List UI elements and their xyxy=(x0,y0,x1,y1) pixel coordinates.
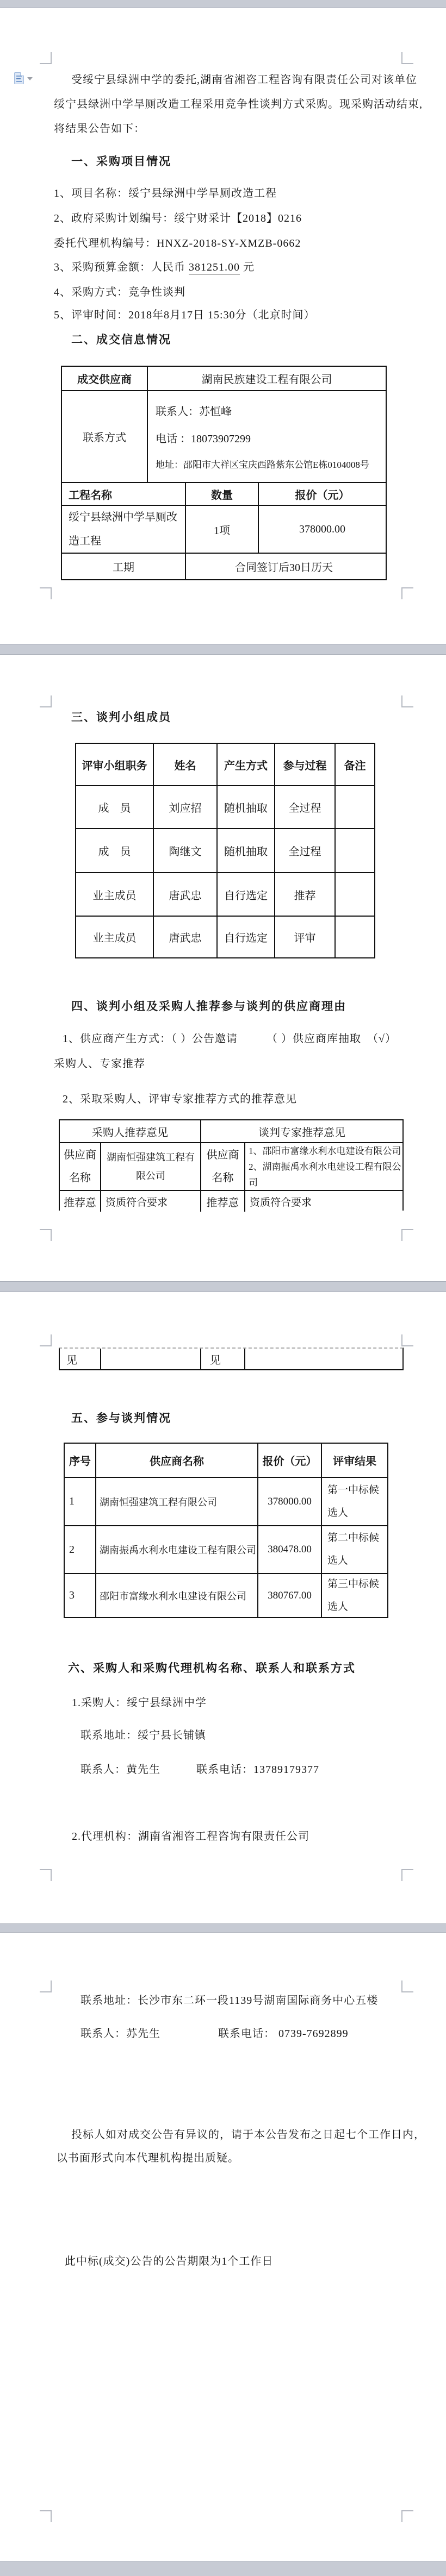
participation-table xyxy=(64,1443,388,1618)
duration-label-cell: 工期 xyxy=(113,562,134,574)
objection-notice-line1: 投标人如对成交公告有异议的，请于本公告发布之日起七个工作日内， xyxy=(71,2129,425,2141)
seq-cell: 3 xyxy=(69,1589,75,1601)
empty-cell xyxy=(244,1349,402,1369)
col-price: 报价（元） xyxy=(257,1444,321,1477)
table-row xyxy=(60,1190,402,1212)
agency-address: 联系地址：长沙市东二环一段1139号湖南国际商务中心五楼 xyxy=(80,1995,379,2007)
margin-mark-p1-bottom-right xyxy=(401,587,413,599)
team-col-name: 姓名 xyxy=(153,744,216,785)
opinion-label-right: 推荐意 xyxy=(200,1191,244,1212)
margin-mark-p4-bottom-left xyxy=(40,2510,52,2522)
margin-mark-p4-bottom-right xyxy=(401,2510,413,2522)
price-cell: 380767.00 xyxy=(257,1574,321,1617)
margin-mark-p2-bottom-right xyxy=(401,1229,413,1241)
agency-contact: 联系人：苏先生 xyxy=(80,2028,160,2040)
col-supplier: 供应商名称 xyxy=(95,1444,257,1477)
expert-supplier-2: 2、湖南振禹水利水电建设工程有限公司 xyxy=(249,1162,401,1188)
budget-prefix: 3、采购预算金额：人民币 xyxy=(54,261,189,273)
announcement-period: 此中标(成交)公告的公告期限为1个工作日 xyxy=(65,2255,274,2267)
section1-heading: 一、采购项目情况 xyxy=(71,155,171,168)
result-cell: 第三中标候选人 xyxy=(321,1574,387,1617)
member-method: 随机抽取 xyxy=(216,829,274,872)
member-method: 自行选定 xyxy=(216,917,274,957)
table-row xyxy=(76,872,374,916)
expert-opinion-header: 谈判专家推荐意见 xyxy=(200,1120,402,1142)
seq-cell: 1 xyxy=(69,1495,75,1507)
contact-phone: 电话 ：18073907299 xyxy=(156,433,251,445)
supplier-label-left: 供应商名称 xyxy=(64,1149,96,1184)
supplier-cell: 湖南振禹水利水电建设工程有限公司 xyxy=(95,1526,257,1573)
price-cell: 378000.00 xyxy=(257,1478,321,1525)
paste-options-dropdown-arrow-icon[interactable] xyxy=(27,77,33,80)
table-row xyxy=(62,553,386,579)
qty-cell: 1项 xyxy=(185,506,258,553)
page-separator-3 xyxy=(0,1923,446,1933)
project-col-header: 工程名称 xyxy=(69,489,112,502)
supplier-source-line1: 1、供应商产生方式：（ ）公告邀请 （ ）供应商库抽取 （√） xyxy=(63,1033,397,1045)
margin-mark-p2-top-right xyxy=(401,695,413,707)
table-row xyxy=(65,1444,387,1477)
intro-line-1: 受绥宁县绿洲中学的委托,湖南省湘咨工程咨询有限责任公司对该单位 xyxy=(71,74,417,86)
contact-label-cell: 联系方式 xyxy=(83,432,126,444)
margin-mark-p2-top-left xyxy=(40,695,52,707)
page-separator-2 xyxy=(0,1281,446,1292)
method-item: 4、采购方式：竞争性谈判 xyxy=(54,286,185,298)
member-process: 全过程 xyxy=(274,829,334,872)
qty-col-header: 数量 xyxy=(185,483,258,505)
project-name-item: 1、项目名称：绥宁县绿洲中学旱厕改造工程 xyxy=(54,187,277,199)
contact-info-cell xyxy=(147,391,386,482)
margin-mark-p1-top-right xyxy=(401,52,413,64)
table-row xyxy=(65,1573,387,1617)
contact-person: 联系人：苏恒峰 xyxy=(156,406,232,418)
member-note xyxy=(334,829,374,872)
opinion-label-left-cont: 见 xyxy=(66,1354,77,1367)
team-col-process: 参与过程 xyxy=(274,744,334,785)
budget-suffix: 元 xyxy=(240,261,255,273)
supplier-cell: 邵阳市富缘水利水电建设有限公司 xyxy=(95,1574,257,1617)
section5-heading: 五、参与谈判情况 xyxy=(71,1412,171,1425)
member-method: 随机抽取 xyxy=(216,786,274,828)
member-name: 唐武忠 xyxy=(153,873,216,916)
seq-cell: 2 xyxy=(69,1543,75,1556)
project-name-cell: 绥宁县绿洲中学旱厕改造工程 xyxy=(69,511,177,547)
plan-number-item: 2、政府采购计划编号：绥宁财采计【2018】0216 xyxy=(54,212,302,224)
buyer-opinion-value: 资质符合要求 xyxy=(100,1191,200,1212)
team-col-role: 评审小组职务 xyxy=(82,760,147,772)
member-name: 唐武忠 xyxy=(153,917,216,957)
team-col-method: 产生方式 xyxy=(216,744,274,785)
member-role: 成 员 xyxy=(98,846,131,858)
price-cell: 380478.00 xyxy=(257,1526,321,1573)
member-process: 评审 xyxy=(274,917,334,957)
member-role: 成 员 xyxy=(98,803,131,814)
recommendation-table xyxy=(59,1119,404,1211)
table-row xyxy=(62,390,386,482)
budget-amount: 381251.00 xyxy=(189,261,240,273)
member-note xyxy=(334,917,374,957)
member-process: 全过程 xyxy=(274,786,334,828)
supplier-label-cell: 成交供应商 xyxy=(77,374,132,386)
buyer-phone: 联系电话：13789179377 xyxy=(196,1764,319,1776)
supplier-source-line2: 采购人、专家推荐 xyxy=(54,1058,145,1070)
result-cell: 第二中标候选人 xyxy=(321,1526,387,1573)
margin-mark-p4-top-right xyxy=(401,1980,413,1992)
col-result: 评审结果 xyxy=(321,1444,387,1477)
team-col-note: 备注 xyxy=(334,744,374,785)
budget-item xyxy=(54,260,255,275)
table-row xyxy=(60,1120,402,1142)
supplier-label-right: 供应商名称 xyxy=(200,1143,244,1190)
table-row xyxy=(62,482,386,505)
member-method: 自行选定 xyxy=(216,873,274,916)
table-row xyxy=(65,1525,387,1573)
member-process: 推荐 xyxy=(274,873,334,916)
section4-heading: 四、谈判小组及采购人推荐参与谈判的供应商理由 xyxy=(71,1000,346,1013)
opinion-label-right-cont: 见 xyxy=(200,1349,244,1369)
price-cell: 378000.00 xyxy=(258,506,386,553)
expert-supplier-1: 1、邵阳市富缘水利水电建设有限公司 xyxy=(249,1146,401,1156)
buyer-address: 联系地址：绥宁县长铺镇 xyxy=(80,1729,206,1741)
margin-mark-p1-top-left xyxy=(40,52,52,64)
award-info-table xyxy=(61,366,387,580)
contact-address: 地址：邵阳市大祥区宝庆西路紫东公馆E栋0104008号 xyxy=(156,460,369,470)
margin-mark-p3-top-right xyxy=(401,1334,413,1346)
table-row xyxy=(76,785,374,828)
recommendation-item: 2、采取采购人、评审专家推荐方式的推荐意见 xyxy=(63,1093,297,1105)
buyer-name: 1.采购人：绥宁县绿洲中学 xyxy=(72,1697,207,1709)
agency-phone: 联系电话： 0739-7692899 xyxy=(218,2028,349,2040)
margin-mark-p3-top-left xyxy=(40,1334,52,1346)
agency-number-item: 委托代理机构编号：HNXZ-2018-SY-XMZB-0662 xyxy=(54,237,301,249)
member-name: 刘应招 xyxy=(153,786,216,828)
table-row xyxy=(76,828,374,872)
section2-heading: 二、成交信息情况 xyxy=(71,333,171,346)
table-row xyxy=(76,744,374,785)
page-separator-bottom xyxy=(0,2561,446,2576)
agency-name: 2.代理机构：湖南省湘咨工程咨询有限责任公司 xyxy=(72,1831,309,1842)
expert-recommended-suppliers xyxy=(244,1143,402,1190)
team-table xyxy=(75,743,375,958)
table-row xyxy=(76,916,374,957)
review-time-item: 5、评审时间：2018年8月17日 15:30分（北京时间） xyxy=(54,309,315,321)
expert-opinion-value: 资质符合要求 xyxy=(244,1191,402,1212)
opinion-label-left: 推荐意 xyxy=(64,1196,96,1209)
paste-options-icon[interactable] xyxy=(14,72,24,84)
member-note xyxy=(334,786,374,828)
member-name: 陶继文 xyxy=(153,829,216,872)
margin-mark-p3-bottom-right xyxy=(401,1869,413,1881)
member-role: 业主成员 xyxy=(92,889,137,902)
intro-line-3: 将结果公告如下： xyxy=(54,123,145,135)
member-role: 业主成员 xyxy=(92,932,137,944)
objection-notice-line2: 以书面形式向本代理机构提出质疑。 xyxy=(57,2152,239,2164)
table-row xyxy=(65,1477,387,1525)
intro-line-2: 绥宁县绿洲中学旱厕改造工程采用竞争性谈判方式采购。现采购活动结束, xyxy=(54,98,423,110)
member-note xyxy=(334,873,374,916)
table-row xyxy=(62,505,386,553)
margin-mark-p1-bottom-left xyxy=(40,587,52,599)
table-row xyxy=(60,1349,402,1369)
table-row xyxy=(60,1142,402,1190)
supplier-name-cell: 湖南民族建设工程有限公司 xyxy=(147,367,386,390)
page-separator-top xyxy=(0,0,446,8)
supplier-cell: 湖南恒强建筑工程有限公司 xyxy=(95,1478,257,1525)
table-row xyxy=(62,367,386,390)
margin-mark-p2-bottom-left xyxy=(40,1229,52,1241)
margin-mark-p4-top-left xyxy=(40,1980,52,1992)
section6-heading: 六、采购人和采购代理机构名称、联系人和联系方式 xyxy=(68,1662,356,1675)
col-seq: 序号 xyxy=(69,1456,91,1468)
buyer-contact: 联系人：黄先生 xyxy=(80,1764,160,1776)
recommendation-table-continuation xyxy=(59,1347,404,1370)
page-separator-1 xyxy=(0,644,446,655)
result-cell: 第一中标候选人 xyxy=(321,1478,387,1525)
section3-heading: 三、谈判小组成员 xyxy=(71,711,171,724)
price-col-header: 报价（元） xyxy=(258,483,386,505)
duration-value-cell: 合同签订后30日历天 xyxy=(185,554,386,579)
buyer-recommended-supplier: 湖南恒强建筑工程有限公司 xyxy=(100,1143,200,1190)
empty-cell xyxy=(100,1349,200,1369)
buyer-opinion-header: 采购人推荐意见 xyxy=(92,1126,168,1139)
margin-mark-p3-bottom-left xyxy=(40,1869,52,1881)
